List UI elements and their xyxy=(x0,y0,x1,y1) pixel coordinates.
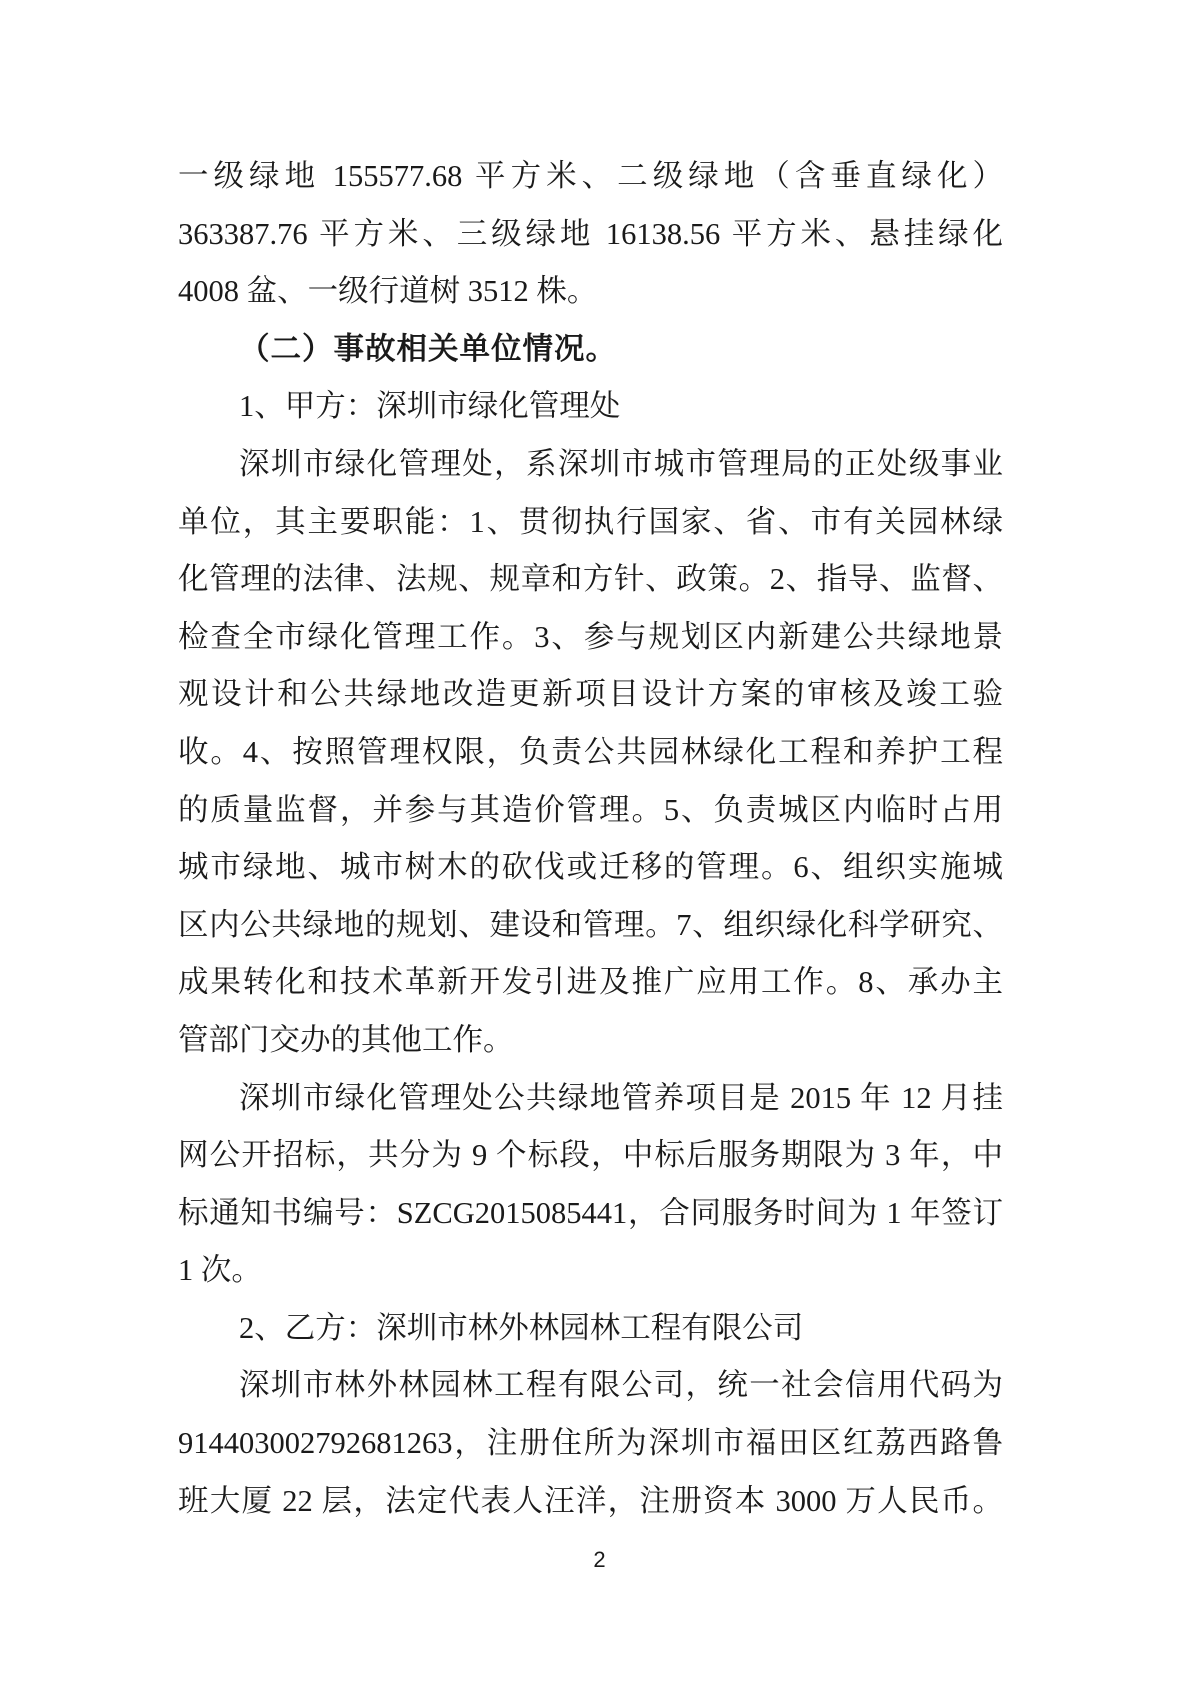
text-line: 观设计和公共绿地改造更新项目设计方案的审核及竣工验 xyxy=(178,677,1003,712)
text-line: 标通知书编号：SZCG2015085441，合同服务时间为 1 年签订 xyxy=(178,1195,1003,1230)
document-body xyxy=(178,148,1003,1530)
text-line: 的质量监督，并参与其造价管理。5、负责城区内临时占用 xyxy=(178,792,1003,827)
text-line: 深圳市绿化管理处，系深圳市城市管理局的正处级事业 xyxy=(239,446,1003,481)
text-line: 区内公共绿地的规划、建设和管理。7、组织绿化科学研究、 xyxy=(178,907,1003,942)
text-line: 深圳市绿化管理处公共绿地管养项目是 2015 年 12 月挂 xyxy=(239,1080,1003,1115)
text-line: 1、甲方：深圳市绿化管理处 xyxy=(239,389,621,424)
text-line: 一级绿地 155577.68 平方米、二级绿地（含垂直绿化） xyxy=(178,159,1003,193)
text-line: 管部门交办的其他工作。 xyxy=(178,1022,514,1057)
text-line: 4008 盆、一级行道树 3512 株。 xyxy=(178,274,598,309)
text-line: 单位，其主要职能：1、贯彻执行国家、省、市有关园林绿 xyxy=(178,504,1003,539)
text-line: 深圳市林外林园林工程有限公司，统一社会信用代码为 xyxy=(239,1368,1003,1403)
text-line: 化管理的法律、法规、规章和方针、政策。2、指导、监督、 xyxy=(178,562,1003,597)
page-number: 2 xyxy=(593,1547,606,1572)
text-line: 成果转化和技术革新开发引进及推广应用工作。8、承办主 xyxy=(178,965,1003,1000)
text-line: 2、乙方：深圳市林外林园林工程有限公司 xyxy=(239,1310,804,1345)
text-line: 网公开招标，共分为 9 个标段，中标后服务期限为 3 年，中 xyxy=(178,1138,1003,1173)
text-line: 收。4、按照管理权限，负责公共园林绿化工程和养护工程 xyxy=(178,734,1003,769)
text-line: 班大厦 22 层，法定代表人汪洋，注册资本 3000 万人民币。 xyxy=(178,1483,1003,1518)
text-line: 1 次。 xyxy=(178,1253,262,1288)
text-line: 城市绿地、城市树木的砍伐或迁移的管理。6、组织实施城 xyxy=(178,850,1003,885)
text-line: 363387.76 平方米、三级绿地 16138.56 平方米、悬挂绿化 xyxy=(178,216,1003,251)
text-line: （二）事故相关单位情况。 xyxy=(239,331,617,366)
text-line: 检查全市绿化管理工作。3、参与规划区内新建公共绿地景 xyxy=(178,619,1003,654)
text-line: 914403002792681263，注册住所为深圳市福田区红荔西路鲁 xyxy=(178,1426,1003,1461)
